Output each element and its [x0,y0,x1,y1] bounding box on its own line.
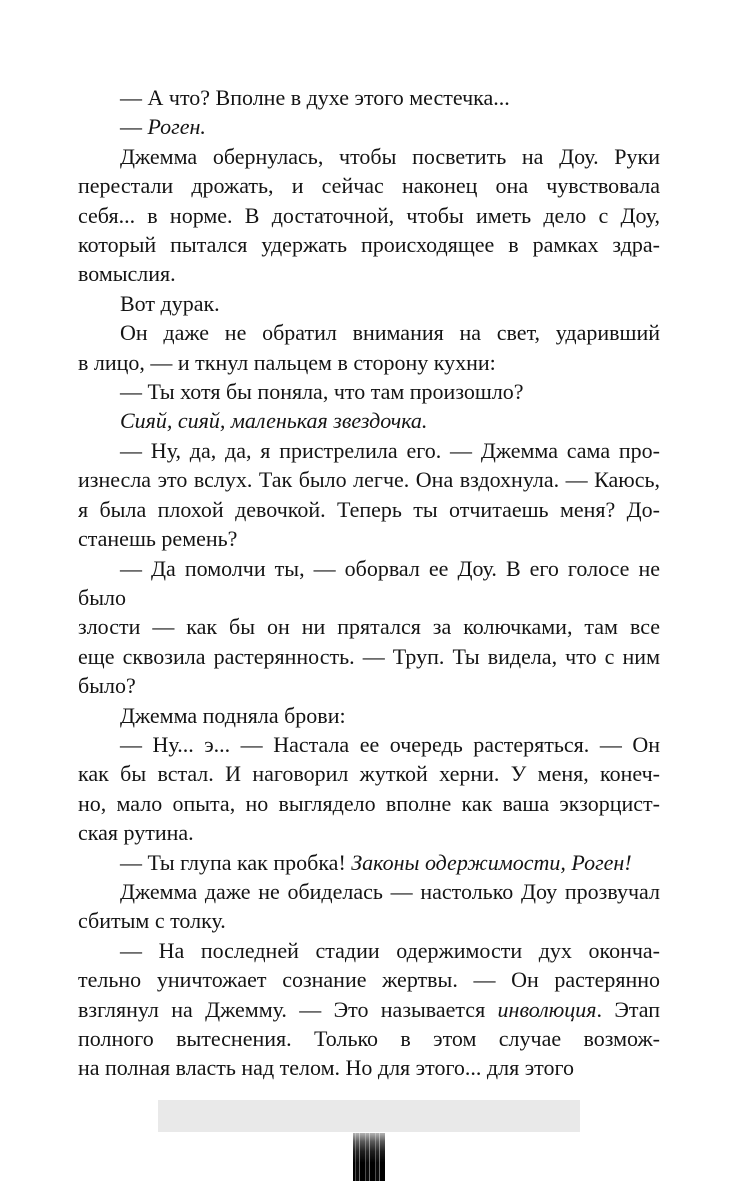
paragraph [78,701,660,730]
paragraph [78,318,660,377]
text-line: — Да помолчи ты, — оборвал ее Доу. В его голосе не было [78,555,660,610]
text-line: ская рутина. [78,820,194,846]
paragraph [78,83,660,112]
paragraph [78,377,660,406]
text-line: — Ты хотя бы поняла, что там произошло? [120,379,524,405]
text-line: было? [78,673,136,699]
text-line: тельно уничтожает сознание жертвы. — Он растерянно [78,967,660,993]
text-line: еще сквозила растерянность. — Труп. Ты видела, что с ним [78,643,660,669]
text-line: вомыслия. [78,261,176,287]
text-line: взглянул на Джемму. — Это называется инволюция. Этап [78,996,660,1022]
text-line: на полная власть над телом. Но для этого... для этого [78,1055,574,1081]
book-text [78,83,660,1083]
paragraph [78,554,660,701]
text-line: полного вытеснения. Только в этом случае возмож- [78,1026,660,1051]
glitch-artifact [353,1133,385,1181]
reading-progress-bar[interactable] [158,1100,580,1132]
text-line: сбитым с толку. [78,908,226,934]
text-line: в лицо, — и ткнул пальцем в сторону кухни: [78,349,496,375]
text-line: — Роген. [120,114,206,140]
paragraph [78,936,660,1083]
text-line: Он даже не обратил внимания на свет, ударивший [120,320,660,346]
text-line: — Ты глупа как пробка! Законы одержимости, Роген! [120,849,632,875]
paragraph [78,877,660,936]
paragraph [78,436,660,554]
text-line: Джемма даже не обиделась — настолько Доу прозвучал [120,878,660,904]
paragraph [78,112,660,141]
paragraph [78,848,660,877]
text-line: станешь ремень? [78,526,238,552]
text-line: Вот дурак. [120,290,220,316]
text-line: который пытался удержать происходящее в рамках здра- [78,232,660,258]
text-line: но, мало опыта, но выглядело вполне как ваша экзорцист- [78,790,660,816]
text-line: изнесла это вслух. Так было легче. Она вздохнула. — Каюсь, [78,467,660,493]
text-line: как бы встал. И наговорил жуткой херни. У меня, конеч- [78,761,660,787]
text-line: злости — как бы он ни прятался за колючками, там все [78,614,660,640]
text-line: Джемма обернулась, чтобы посветить на Доу. Руки [120,143,660,169]
text-line: — А что? Вполне в духе этого местечка... [120,85,510,110]
text-line: себя... в норме. В достаточной, чтобы иметь дело с Доу, [78,202,660,228]
text-line: перестали дрожать, и сейчас наконец она чувствовала [78,173,660,199]
paragraph [78,730,660,848]
paragraph [78,406,660,435]
paragraph [78,289,660,318]
text-line: — Ну, да, да, я пристрелила его. — Джемма сама про- [120,437,660,463]
text-line: — На последней стадии одержимости дух оконча- [120,937,660,963]
text-line: — Ну... э... — Настала ее очередь растеряться. — Он [120,731,660,757]
text-line: Джемма подняла брови: [120,702,346,728]
text-line: Сияй, сияй, маленькая звездочка. [120,408,428,434]
paragraph [78,142,660,289]
text-line: я была плохой девочкой. Теперь ты отчитаешь меня? До- [78,496,660,522]
